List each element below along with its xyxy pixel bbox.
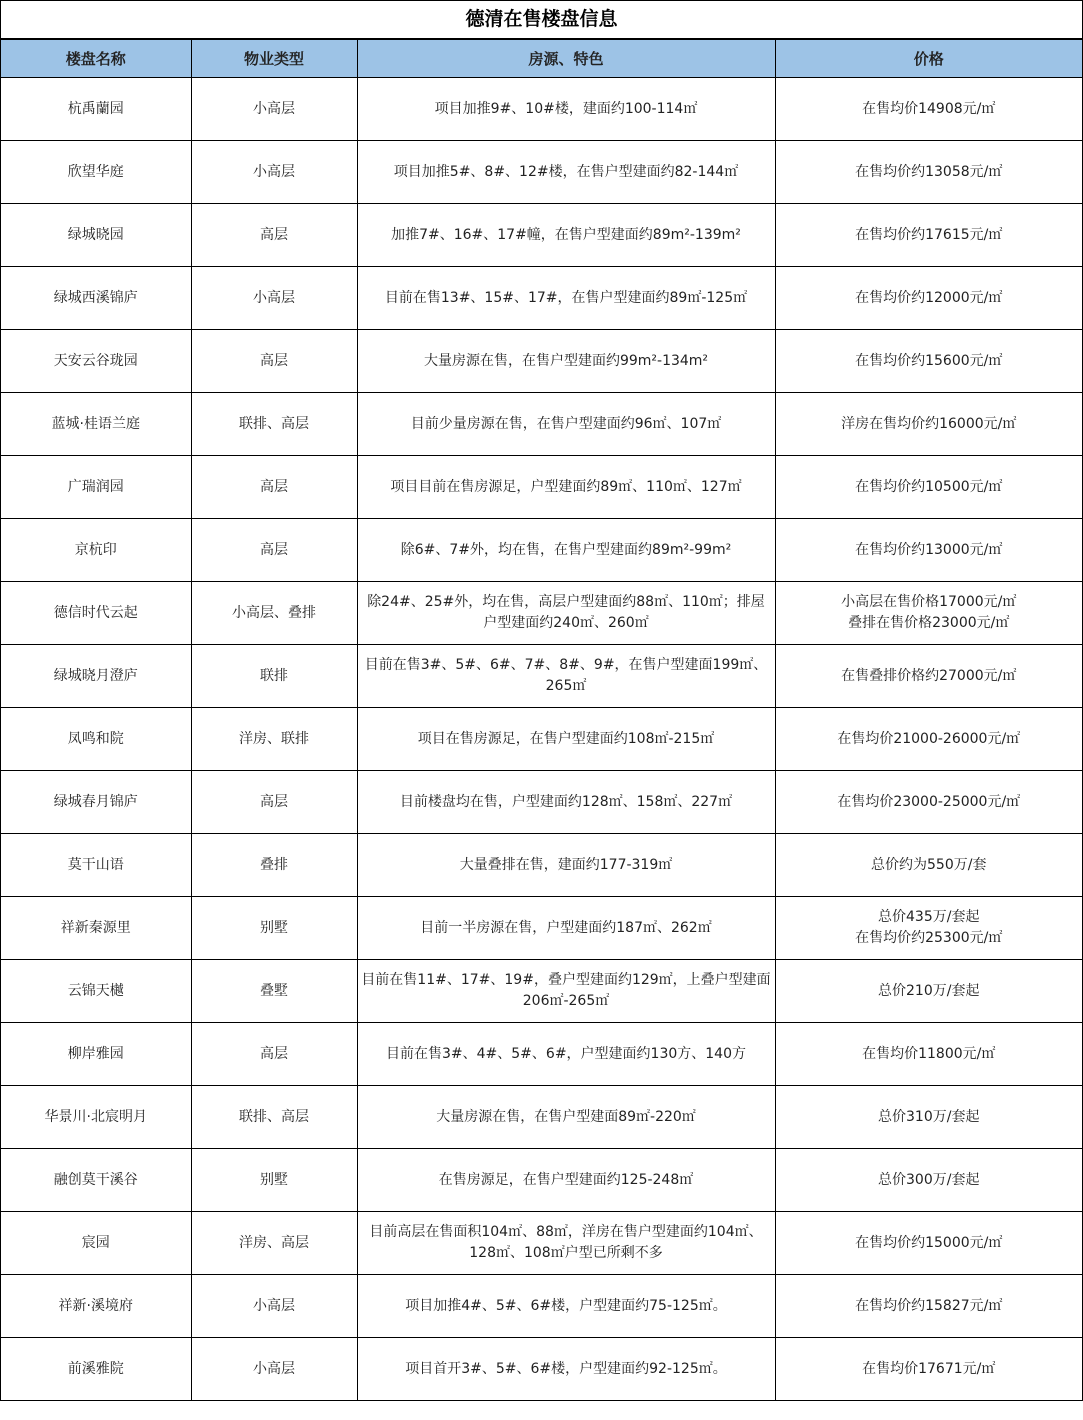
header-type: 物业类型 [191, 40, 357, 78]
table-row [1, 78, 1082, 141]
price-cell [775, 141, 1082, 204]
price-cell [775, 456, 1082, 519]
table-row [1, 519, 1082, 582]
table-row [1, 1023, 1082, 1086]
price-line: 叠排在售价格23000元/㎡ [848, 615, 1010, 631]
property-name-cell: 凤鸣和院 [1, 708, 191, 771]
feature-cell: 在售房源足，在售户型建面约125-248㎡ [357, 1149, 775, 1212]
header-feature: 房源、特色 [357, 40, 775, 78]
price-cell [775, 708, 1082, 771]
table-row [1, 141, 1082, 204]
price-cell [775, 78, 1082, 141]
price-line: 在售均价约15000元/㎡ [855, 1234, 1003, 1251]
feature-cell: 除24#、25#外，均在售，高层户型建面约88㎡、110㎡；排屋户型建面约240㎡、260㎡ [357, 582, 775, 645]
price-line: 在售均价约25300元/㎡ [855, 930, 1003, 946]
price-cell [775, 1086, 1082, 1149]
price-cell [775, 1212, 1082, 1275]
property-type-cell: 小高层、叠排 [191, 582, 357, 645]
property-name-cell: 蓝城·桂语兰庭 [1, 393, 191, 456]
property-type-cell: 高层 [191, 1023, 357, 1086]
property-name-cell: 宸园 [1, 1212, 191, 1275]
property-type-cell: 高层 [191, 771, 357, 834]
property-type-cell: 联排、高层 [191, 393, 357, 456]
property-name-cell: 广瑞润园 [1, 456, 191, 519]
table-row [1, 834, 1082, 897]
price-line: 在售均价23000-25000元/㎡ [837, 793, 1021, 810]
property-type-cell: 叠墅 [191, 960, 357, 1023]
price-line: 小高层在售价格17000元/㎡ [841, 594, 1017, 610]
table-body [1, 78, 1082, 1401]
header-row [1, 40, 1082, 78]
property-name-cell: 京杭印 [1, 519, 191, 582]
property-type-cell: 高层 [191, 456, 357, 519]
property-name-cell: 德信时代云起 [1, 582, 191, 645]
feature-cell: 目前一半房源在售，户型建面约187㎡、262㎡ [357, 897, 775, 960]
price-line: 在售均价约10500元/㎡ [855, 478, 1003, 495]
price-cell [775, 1275, 1082, 1338]
table-row [1, 456, 1082, 519]
feature-cell: 加推7#、16#、17#幢，在售户型建面约89m²-139m² [357, 204, 775, 267]
price-line: 在售均价约15827元/㎡ [855, 1297, 1003, 1314]
table-row [1, 1212, 1082, 1275]
price-line: 在售均价约13058元/㎡ [855, 163, 1003, 180]
price-cell [775, 393, 1082, 456]
property-name-cell: 融创莫干溪谷 [1, 1149, 191, 1212]
price-cell [775, 645, 1082, 708]
price-line: 在售均价约12000元/㎡ [855, 289, 1003, 306]
property-name-cell: 绿城春月锦庐 [1, 771, 191, 834]
table-row [1, 1149, 1082, 1212]
property-name-cell: 绿城晓月澄庐 [1, 645, 191, 708]
table-row [1, 645, 1082, 708]
price-line: 总价435万/套起 [878, 909, 980, 925]
price-cell [775, 834, 1082, 897]
property-name-cell: 前溪雅院 [1, 1338, 191, 1401]
header-price: 价格 [775, 40, 1082, 78]
price-cell [775, 1023, 1082, 1086]
price-line: 在售均价约17615元/㎡ [855, 226, 1003, 243]
price-line: 在售均价17671元/㎡ [862, 1360, 996, 1377]
property-type-cell: 别墅 [191, 1149, 357, 1212]
price-cell [775, 204, 1082, 267]
listing-table [1, 40, 1082, 1401]
feature-cell: 目前高层在售面积104㎡、88㎡，洋房在售户型建面约104㎡、128㎡、108㎡户型已所剩不多 [357, 1212, 775, 1275]
feature-cell: 目前楼盘均在售，户型建面约128㎡、158㎡、227㎡ [357, 771, 775, 834]
price-cell [775, 897, 1082, 960]
price-cell [775, 582, 1082, 645]
feature-cell: 目前在售13#、15#、17#，在售户型建面约89㎡-125㎡ [357, 267, 775, 330]
property-type-cell: 小高层 [191, 1338, 357, 1401]
price-cell [775, 519, 1082, 582]
price-cell [775, 1149, 1082, 1212]
price-cell [775, 771, 1082, 834]
property-type-cell: 高层 [191, 204, 357, 267]
property-type-cell: 联排、高层 [191, 1086, 357, 1149]
property-name-cell: 绿城晓园 [1, 204, 191, 267]
table-row [1, 393, 1082, 456]
table-row [1, 708, 1082, 771]
feature-cell: 目前在售3#、4#、5#、6#，户型建面约130方、140方 [357, 1023, 775, 1086]
price-line: 总价310万/套起 [878, 1108, 980, 1125]
property-type-cell: 洋房、高层 [191, 1212, 357, 1275]
table-row [1, 1338, 1082, 1401]
price-cell [775, 1338, 1082, 1401]
feature-cell: 目前在售3#、5#、6#、7#、8#、9#，在售户型建面199㎡、265㎡ [357, 645, 775, 708]
table-row [1, 267, 1082, 330]
price-line: 在售均价21000-26000元/㎡ [837, 730, 1021, 747]
price-line: 在售叠排价格约27000元/㎡ [841, 667, 1017, 684]
table-row [1, 960, 1082, 1023]
table-row [1, 771, 1082, 834]
price-cell [775, 960, 1082, 1023]
price-cell [775, 330, 1082, 393]
property-type-cell: 小高层 [191, 78, 357, 141]
property-name-cell: 华景川·北宸明月 [1, 1086, 191, 1149]
feature-cell: 大量房源在售，在售户型建面89㎡-220㎡ [357, 1086, 775, 1149]
price-line: 总价210万/套起 [878, 982, 980, 999]
property-type-cell: 小高层 [191, 141, 357, 204]
price-line: 总价300万/套起 [878, 1171, 980, 1188]
table-row [1, 204, 1082, 267]
property-name-cell: 云锦天樾 [1, 960, 191, 1023]
property-name-cell: 祥新秦源里 [1, 897, 191, 960]
property-type-cell: 联排 [191, 645, 357, 708]
table-row [1, 897, 1082, 960]
table-row [1, 582, 1082, 645]
table-row [1, 1275, 1082, 1338]
feature-cell: 项目首开3#、5#、6#楼，户型建面约92-125㎡。 [357, 1338, 775, 1401]
feature-cell: 大量叠排在售，建面约177-319㎡ [357, 834, 775, 897]
price-line: 在售均价11800元/㎡ [862, 1045, 996, 1062]
price-cell [775, 267, 1082, 330]
price-line: 总价约为550万/套 [871, 856, 987, 873]
table-row [1, 1086, 1082, 1149]
property-type-cell: 高层 [191, 519, 357, 582]
property-name-cell: 杭禹蘭园 [1, 78, 191, 141]
table-row [1, 330, 1082, 393]
sheet-title: 德清在售楼盘信息 [1, 0, 1082, 40]
price-line: 洋房在售均价约16000元/㎡ [841, 415, 1017, 432]
property-type-cell: 叠排 [191, 834, 357, 897]
property-type-cell: 小高层 [191, 267, 357, 330]
header-name: 楼盘名称 [1, 40, 191, 78]
property-name-cell: 绿城西溪锦庐 [1, 267, 191, 330]
property-name-cell: 莫干山语 [1, 834, 191, 897]
feature-cell: 项目加推5#、8#、12#楼，在售户型建面约82-144㎡ [357, 141, 775, 204]
property-name-cell: 天安云谷珑园 [1, 330, 191, 393]
feature-cell: 除6#、7#外，均在售，在售户型建面约89m²-99m² [357, 519, 775, 582]
feature-cell: 项目加推9#、10#楼，建面约100-114㎡ [357, 78, 775, 141]
price-line: 在售均价14908元/㎡ [862, 100, 996, 117]
property-name-cell: 柳岸雅园 [1, 1023, 191, 1086]
feature-cell: 大量房源在售，在售户型建面约99m²-134m² [357, 330, 775, 393]
property-name-cell: 欣望华庭 [1, 141, 191, 204]
feature-cell: 项目目前在售房源足，户型建面约89㎡、110㎡、127㎡ [357, 456, 775, 519]
property-type-cell: 别墅 [191, 897, 357, 960]
feature-cell: 项目在售房源足，在售户型建面约108㎡-215㎡ [357, 708, 775, 771]
feature-cell: 项目加推4#、5#、6#楼，户型建面约75-125㎡。 [357, 1275, 775, 1338]
property-name-cell: 祥新·溪境府 [1, 1275, 191, 1338]
price-line: 在售均价约15600元/㎡ [855, 352, 1003, 369]
property-type-cell: 小高层 [191, 1275, 357, 1338]
property-type-cell: 高层 [191, 330, 357, 393]
price-line: 在售均价约13000元/㎡ [855, 541, 1003, 558]
feature-cell: 目前在售11#、17#、19#，叠户型建面约129㎡，上叠户型建面206㎡-265㎡ [357, 960, 775, 1023]
feature-cell: 目前少量房源在售，在售户型建面约96㎡、107㎡ [357, 393, 775, 456]
property-type-cell: 洋房、联排 [191, 708, 357, 771]
